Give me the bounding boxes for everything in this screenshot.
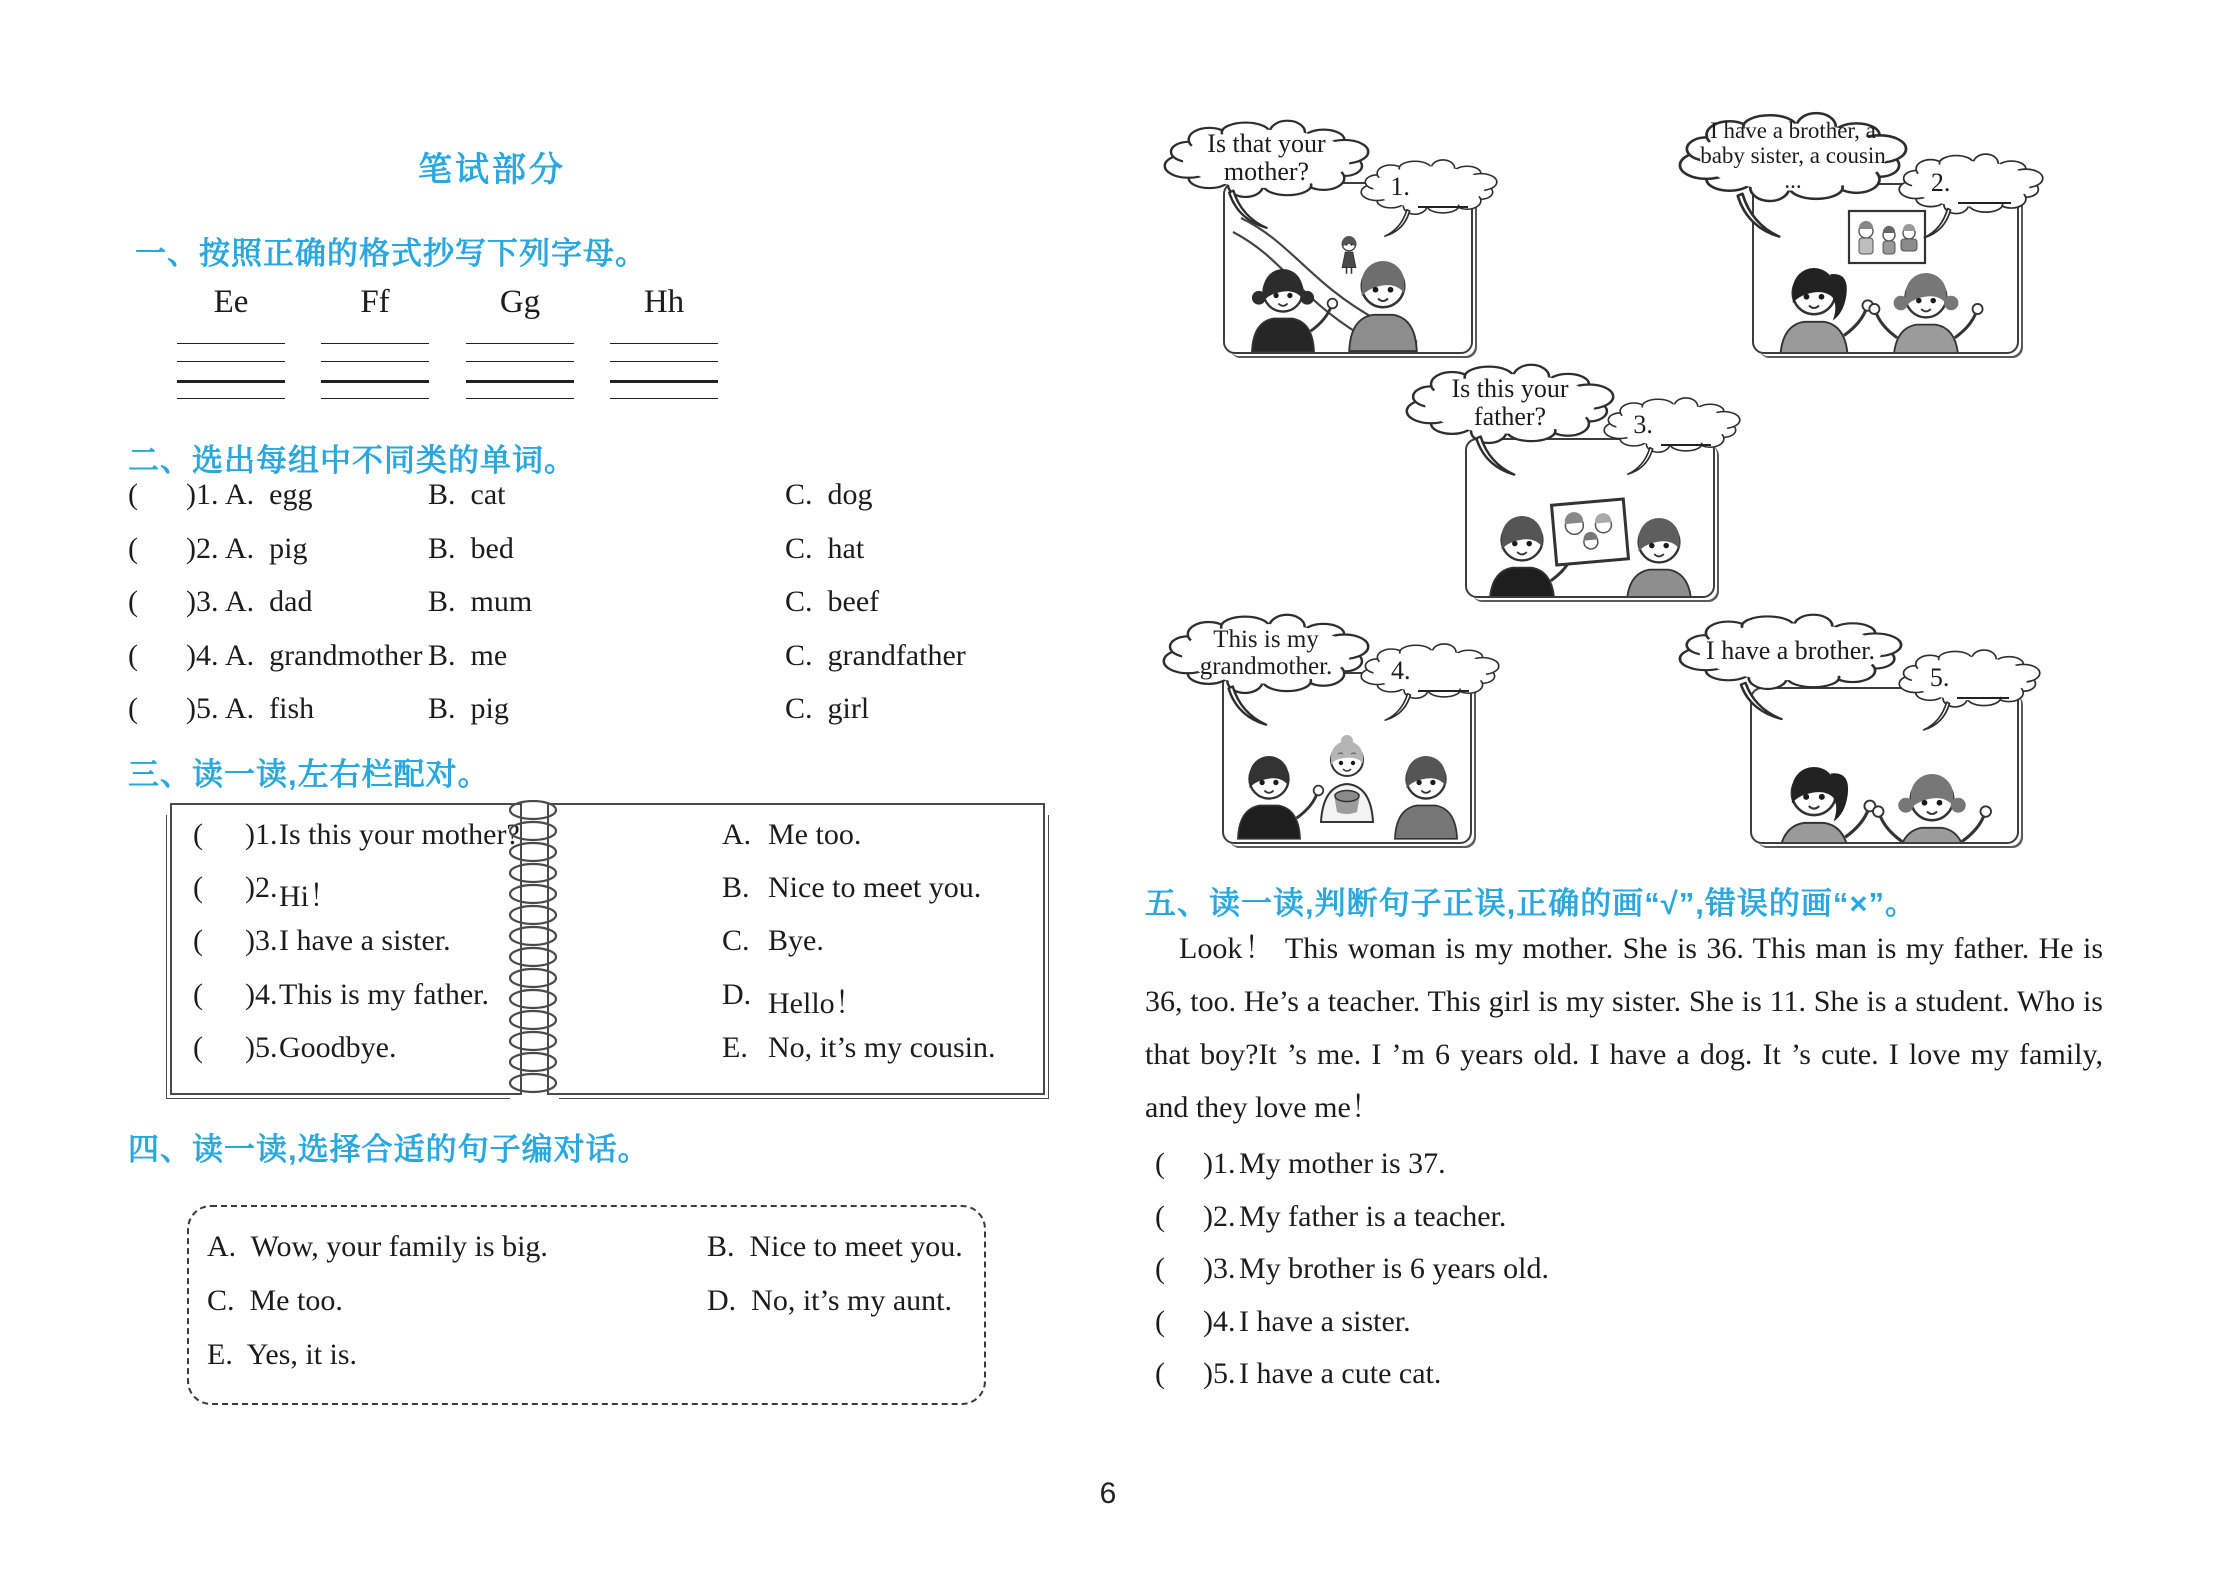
answer-number: 3. <box>1633 409 1653 439</box>
page-number: 6 <box>1099 1477 1117 1510</box>
item-number: )3. <box>245 924 278 957</box>
match-right-text: Me too. <box>768 818 862 851</box>
answer-bracket: ( <box>193 1031 203 1064</box>
s5-row-2 <box>1155 1200 1955 1244</box>
statement-text: My father is a teacher. <box>1239 1200 1507 1233</box>
answer-bracket: ( <box>128 585 138 618</box>
writing-lines-ee <box>177 335 285 405</box>
answer-blank <box>1958 176 2011 204</box>
answer-number: 2. <box>1930 168 1951 198</box>
section5-heading: 五、读一读,判断句子正误,正确的画“√”,错误的画“×”。 <box>1145 886 1917 921</box>
item-number: )4. <box>1203 1305 1236 1338</box>
answer-blank <box>1957 671 2009 699</box>
speech-bubble-question-2 <box>1678 110 1908 246</box>
speech-bubble-text: Is this your father? <box>1451 374 1569 432</box>
option-c: C. Me too. <box>207 1284 343 1317</box>
writing-lines-hh <box>610 335 718 405</box>
option-b: B. me <box>428 639 508 672</box>
section3-heading: 三、读一读,左右栏配对。 <box>128 757 490 792</box>
s4-row-1 <box>207 1230 967 1274</box>
s3-right-row-2 <box>722 871 1032 915</box>
s3-right-row-3 <box>722 924 1032 968</box>
answer-number: 5. <box>1929 662 1950 692</box>
item-number: )1. <box>245 818 278 851</box>
answer-bracket: ( <box>1155 1357 1165 1390</box>
answer-bracket: ( <box>1155 1200 1165 1233</box>
s4-row-3 <box>207 1338 967 1382</box>
answer-bubble-content <box>1908 650 2031 706</box>
s2-row-2 <box>128 532 1058 576</box>
s2-row-3 <box>128 585 1058 629</box>
copy-letter-ff: Ff <box>360 284 390 320</box>
answer-number: 1. <box>1390 171 1410 201</box>
section1-heading: 一、按照正确的格式抄写下列字母。 <box>135 236 647 271</box>
section4-heading: 四、读一读,选择合适的句子编对话。 <box>128 1132 650 1167</box>
s3-left-row-5 <box>193 1031 513 1075</box>
item-number: )5. <box>1203 1357 1236 1390</box>
option-a: A. pig <box>225 532 308 565</box>
s5-row-4 <box>1155 1305 1955 1349</box>
answer-bracket: ( <box>193 978 203 1011</box>
answer-bubble-2 <box>1898 152 2044 244</box>
item-number: )4. <box>245 978 278 1011</box>
speech-bubble-question-1 <box>1163 118 1370 236</box>
s5-row-5 <box>1155 1357 1955 1401</box>
answer-blank <box>1661 418 1711 446</box>
option-c: C. grandfather <box>785 639 966 672</box>
speech-bubble-question-4 <box>1162 612 1370 733</box>
answer-blank <box>1418 664 1469 692</box>
copy-letter-hh: Hh <box>643 284 685 320</box>
reading-passage: Look！ This woman is my mother. She is 36. This man is my father. He is 36, too. He’s a teacher. This girl is my sister. She is 11. She is a student. Who is that boy?It ’s me. I ’m 6 years old. I have a dog. It ’s cute. I love my family, and they love me！ <box>1145 932 2103 1124</box>
answer-blank <box>1418 180 1468 208</box>
copy-letter-gg: Gg <box>499 284 541 320</box>
s4-row-2 <box>207 1284 967 1328</box>
option-c: C. girl <box>785 692 870 725</box>
item-number: )5. <box>245 1031 278 1064</box>
answer-bracket: ( <box>193 871 203 904</box>
answer-bubble-4 <box>1360 642 1500 726</box>
answer-bubble-3 <box>1603 396 1741 480</box>
answer-bracket: ( <box>128 478 138 511</box>
answer-bracket: ( <box>128 692 138 725</box>
s3-right-row-1 <box>722 818 1032 862</box>
answer-bracket: ( <box>128 532 138 565</box>
answer-bracket: ( <box>1155 1147 1165 1180</box>
speech-bubble-text: This is my grandmother. <box>1199 626 1333 681</box>
match-right-text: Hello！ <box>768 987 865 1020</box>
s3-left-row-4 <box>193 978 513 1022</box>
answer-bubble-content <box>1613 398 1732 452</box>
item-number: )4. <box>186 639 219 672</box>
section2-heading: 二、选出每组中不同类的单词。 <box>128 443 576 478</box>
option-c: C. beef <box>785 585 880 618</box>
item-number: )2. <box>1203 1200 1236 1233</box>
answer-bubble-content <box>1908 154 2034 213</box>
answer-bracket: ( <box>193 924 203 957</box>
answer-bubble-1 <box>1360 158 1498 242</box>
book-spiral-binding <box>505 800 561 1096</box>
option-letter: B. <box>722 871 750 904</box>
s3-left-row-2 <box>193 871 513 915</box>
statement-text: My mother is 37. <box>1239 1147 1446 1180</box>
answer-bracket: ( <box>128 639 138 672</box>
option-b: B. Nice to meet you. <box>707 1230 963 1263</box>
option-e: E. Yes, it is. <box>207 1338 358 1371</box>
s3-left-row-1 <box>193 818 520 862</box>
statement-text: I have a sister. <box>1239 1305 1411 1338</box>
option-c: C. hat <box>785 532 865 565</box>
option-letter: E. <box>722 1031 748 1064</box>
speech-bubble-text: I have a brother. <box>1706 636 1875 666</box>
option-a: A. Wow, your family is big. <box>207 1230 548 1263</box>
s2-row-4 <box>128 639 1058 683</box>
s2-row-1 <box>128 478 1058 522</box>
answer-number: 4. <box>1390 655 1411 685</box>
option-a: A. dad <box>225 585 313 618</box>
writing-lines-ff <box>321 335 429 405</box>
item-number: )3. <box>186 585 219 618</box>
item-number: )5. <box>186 692 219 725</box>
option-b: B. bed <box>428 532 514 565</box>
s3-left-row-3 <box>193 924 513 968</box>
option-letter: D. <box>722 978 752 1011</box>
match-left-text: This is my father. <box>279 978 489 1011</box>
page-title: 笔试部分 <box>418 151 566 189</box>
item-number: )2. <box>186 532 219 565</box>
speech-bubble-question-5 <box>1678 612 1903 727</box>
answer-bubble-5 <box>1898 648 2041 736</box>
answer-bubble-content <box>1370 160 1489 214</box>
s5-row-1 <box>1155 1147 1955 1191</box>
s3-right-row-4 <box>722 978 1032 1022</box>
writing-lines-gg <box>466 335 574 405</box>
option-d: D. No, it’s my aunt. <box>707 1284 952 1317</box>
answer-bracket: ( <box>1155 1305 1165 1338</box>
option-c: C. dog <box>785 478 873 511</box>
option-b: B. cat <box>428 478 506 511</box>
option-b: B. pig <box>428 692 509 725</box>
item-number: )2. <box>245 871 278 904</box>
copy-letter-ee: Ee <box>213 284 249 320</box>
item-number: )1. <box>186 478 219 511</box>
option-b: B. mum <box>428 585 533 618</box>
match-right-text: No, it’s my cousin. <box>768 1031 996 1064</box>
match-left-text: I have a sister. <box>279 924 451 957</box>
s2-row-5 <box>128 692 1058 736</box>
option-a: A. grandmother <box>225 639 423 672</box>
option-letter: A. <box>722 818 752 851</box>
match-left-text: Is this your mother? <box>279 818 520 851</box>
option-letter: C. <box>722 924 750 957</box>
answer-bubble-content <box>1370 644 1490 698</box>
speech-bubble-text: Is that your mother? <box>1207 129 1326 187</box>
item-number: )1. <box>1203 1147 1236 1180</box>
s3-right-row-5 <box>722 1031 1032 1075</box>
speech-bubble-question-3 <box>1405 362 1615 483</box>
statement-text: I have a cute cat. <box>1239 1357 1442 1390</box>
s5-row-3 <box>1155 1252 1955 1296</box>
answer-bracket: ( <box>1155 1252 1165 1285</box>
item-number: )3. <box>1203 1252 1236 1285</box>
speech-bubble-text: I have a brother, a baby sister, a cousin ... <box>1700 117 1886 193</box>
option-a: A. egg <box>225 478 313 511</box>
match-left-text: Goodbye. <box>279 1031 397 1064</box>
match-right-text: Bye. <box>768 924 824 957</box>
answer-bracket: ( <box>193 818 203 851</box>
option-a: A. fish <box>225 692 315 725</box>
match-right-text: Nice to meet you. <box>768 871 982 904</box>
statement-text: My brother is 6 years old. <box>1239 1252 1549 1285</box>
match-left-text: Hi！ <box>279 880 339 913</box>
